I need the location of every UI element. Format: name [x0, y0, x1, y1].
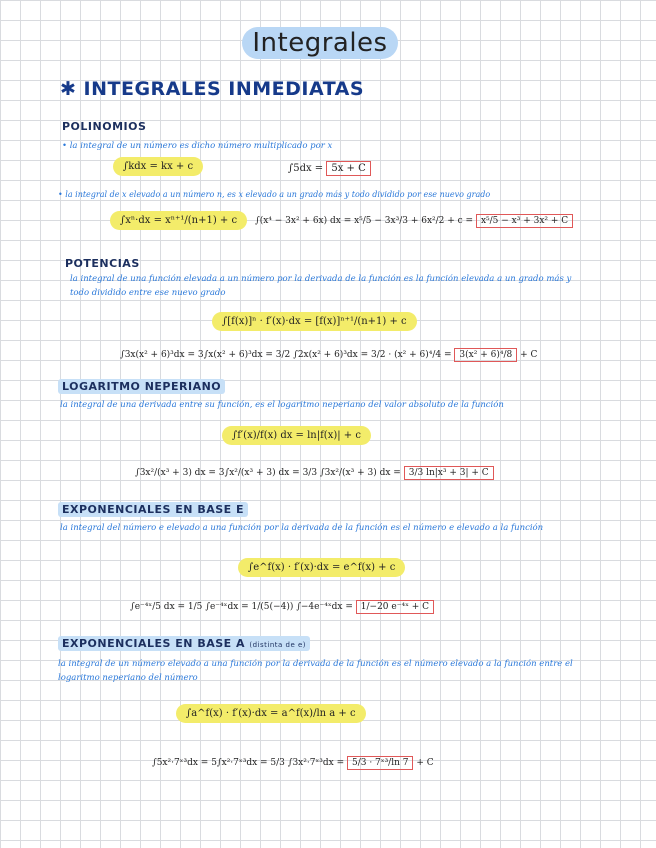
exp-e-example-1-expr: ∫e⁻⁴ˣ/5 dx = 1/5 ∫e⁻⁴ˣdx = 1/(5(−4)) ∫−4e⁻⁴ˣdx = [130, 602, 356, 612]
polinomios-result-1: 5x + C [326, 161, 370, 176]
exp-e-rule-1: ∫e^f(x) · f′(x)·dx = e^f(x) + c [238, 558, 405, 577]
polinomios-rule-2-wrap [110, 215, 247, 226]
potencias-rule-1: ∫[f(x)]ⁿ · f′(x)·dx = [f(x)]ⁿ⁺¹/(n+1) + c [212, 312, 417, 331]
potencias-result-1: 3(x² + 6)⁴/8 [454, 348, 517, 362]
section-heading-exp-a-note: (distinta de e) [249, 641, 307, 649]
section-heading-exp-e-text: EXPONENCIALES EN BASE E [58, 502, 248, 517]
logaritmo-example-1 [135, 468, 494, 478]
exp-a-example-1 [152, 758, 434, 768]
logaritmo-rule-1-wrap [222, 430, 371, 441]
polinomios-example-2-expr: ∫(x⁴ − 3x² + 6x) dx = x⁵/5 − 3x³/3 + 6x²/2 + c = [255, 216, 476, 226]
main-heading: ✱ INTEGRALES INMEDIATAS [60, 78, 365, 100]
section-heading-exp-e [58, 503, 248, 516]
polinomios-rule-1: ∫kdx = kx + c [113, 157, 203, 176]
logaritmo-rule-1: ∫f′(x)/f(x) dx = ln|f(x)| + c [222, 426, 371, 445]
page-title: Integrales [242, 27, 398, 59]
section-heading-exp-a-pill [58, 636, 310, 651]
section-heading-potencias: POTENCIAS [65, 257, 140, 270]
polinomios-note-2: • la integral de x elevado a un número n, es x elevado a un grado más y todo dividido por ese nuevo grado [58, 190, 491, 199]
section-heading-exp-a-text: EXPONENCIALES EN BASE A [62, 637, 246, 650]
section-heading-logaritmo [58, 380, 225, 393]
section-heading-logaritmo-text: LOGARITMO NEPERIANO [58, 379, 225, 394]
logaritmo-result-1: 3/3 ln|x³ + 3| + C [404, 466, 494, 480]
logaritmo-note-1: la integral de una derivada entre su función, es el logaritmo neperiano del valor absoluto de la función [60, 400, 504, 410]
section-heading-exp-a [58, 637, 310, 650]
exp-a-example-1-expr: ∫5x²·7ˣ³dx = 5∫x²·7ˣ³dx = 5/3 ∫3x²·7ˣ³dx = [152, 758, 347, 768]
polinomios-example-1-expr: ∫5dx = [288, 163, 327, 174]
potencias-example-1 [120, 350, 537, 360]
exp-a-note-1: la integral de un número elevado a una función por la derivada de la función es el número elevado a la función entre el logaritmo neperiano del número [58, 659, 573, 683]
polinomios-result-2: x⁵/5 − x³ + 3x² + C [476, 214, 573, 228]
potencias-rule-1-wrap [212, 316, 417, 327]
exp-a-example-1-tail: + C [416, 758, 434, 768]
polinomios-example-2 [255, 216, 573, 226]
logaritmo-example-1-expr: ∫3x²/(x³ + 3) dx = 3∫x²/(x³ + 3) dx = 3/3 ∫3x²/(x³ + 3) dx = [135, 468, 404, 478]
exp-e-rule-1-wrap [238, 562, 405, 573]
exp-e-example-1 [130, 602, 434, 612]
potencias-example-1-expr: ∫3x(x² + 6)³dx = 3∫x(x² + 6)³dx = 3/2 ∫2x(x² + 6)³dx = 3/2 · (x² + 6)⁴/4 = [120, 350, 455, 360]
exp-a-rule-1-wrap [176, 708, 366, 719]
polinomios-note-1: • la integral de un número es dicho número multiplicado por x [62, 141, 333, 151]
potencias-example-1-tail: + C [520, 350, 538, 360]
exp-e-note-1: la integral del número e elevado a una función por la derivada de la función es el número e elevado a la función [60, 523, 544, 533]
exp-a-rule-1: ∫a^f(x) · f′(x)·dx = a^f(x)/ln a + c [176, 704, 366, 723]
polinomios-rule-1-wrap [113, 161, 203, 172]
polinomios-example-1 [288, 163, 371, 174]
potencias-note-1: la integral de una función elevada a un número por la derivada de la función es la función elevada a un grado más y todo dividido entre ese nuevo grado [70, 274, 572, 298]
main-heading-text: INTEGRALES INMEDIATAS [83, 78, 365, 100]
exp-a-result-1: 5/3 · 7ˣ³/ln 7 [347, 756, 414, 770]
polinomios-rule-2: ∫xⁿ·dx = xⁿ⁺¹/(n+1) + c [110, 211, 247, 230]
section-heading-polinomios: POLINOMIOS [62, 120, 147, 133]
exp-e-result-1: 1/−20 e⁻⁴ˣ + C [356, 600, 434, 614]
